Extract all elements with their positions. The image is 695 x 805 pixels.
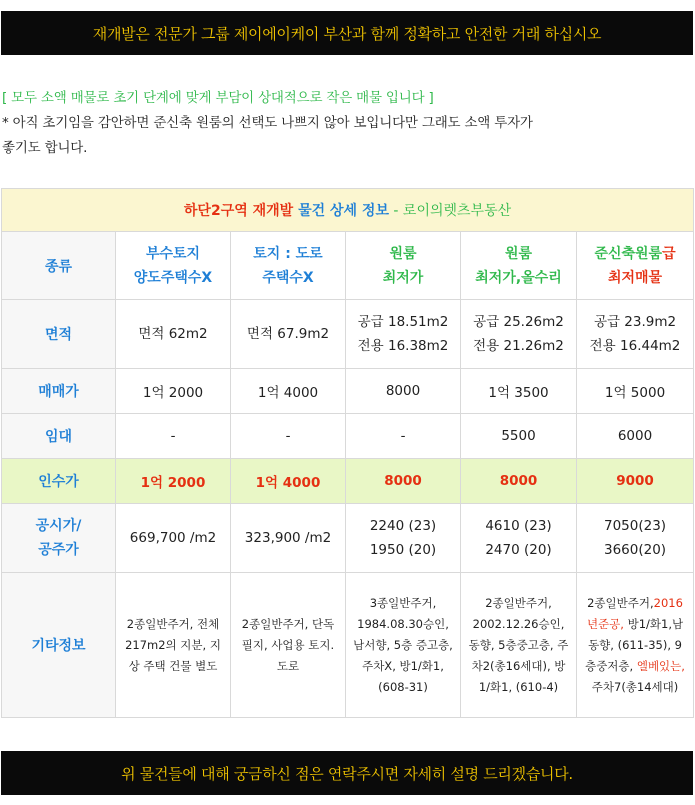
price-col3: 8000: [346, 369, 461, 414]
row-price: [2, 369, 694, 414]
header-col4: 원룸 최저가,올수리: [461, 232, 577, 300]
intro-note-line2: 좋기도 합니다.: [2, 140, 88, 156]
area-col4: 공급 25.26m2 전용 21.26m2: [461, 300, 577, 369]
takeover-col4: 8000: [461, 459, 577, 504]
header-col5: 준신축원룸급 최저매물: [577, 232, 694, 300]
top-banner: [1, 11, 693, 55]
lease-col4: 5500: [461, 414, 577, 459]
table-title: [2, 189, 694, 232]
intro-text: [2, 86, 662, 161]
area-col5: 공급 23.9m2 전용 16.44m2: [577, 300, 694, 369]
takeover-col5: 9000: [577, 459, 694, 504]
takeover-col2: 1억 4000: [231, 459, 346, 504]
price-col4: 1억 3500: [461, 369, 577, 414]
lease-col1: -: [116, 414, 231, 459]
etc-col3: 3종일반주거, 1984.08.30승인, 남서향, 5층 증고층, 주차X, 방1/화1, (608-31): [346, 573, 461, 718]
takeover-col1: 1억 2000: [116, 459, 231, 504]
label-lease: 임대: [2, 414, 116, 459]
label-etc: 기타정보: [2, 573, 116, 718]
label-price: 매매가: [2, 369, 116, 414]
lease-col2: -: [231, 414, 346, 459]
etc-col5: 2종일반주거,2016년준공, 방1/화1,남동향, (611-35), 9층중저층, 엘베있는, 주차7(총14세대): [577, 573, 694, 718]
header-col3: 원룸 최저가: [346, 232, 461, 300]
takeover-col3: 8000: [346, 459, 461, 504]
title-detail: 물건 상세 정보: [298, 203, 389, 219]
row-takeover: [2, 459, 694, 504]
bottom-banner-text: 위 물건들에 대해 궁금하신 점은 연락주시면 자세히 설명 드리겠습니다.: [121, 764, 573, 783]
row-lease: [2, 414, 694, 459]
label-area: 면적: [2, 300, 116, 369]
title-area: 하단2구역 재개발: [183, 203, 294, 219]
top-banner-text: 재개발은 전문가 그룹 제이에이케이 부산과 함께 정확하고 안전한 거래 하십시오: [92, 24, 602, 43]
area-col1: 면적 62m2: [116, 300, 231, 369]
official-col3: 2240 (23) 1950 (20): [346, 504, 461, 573]
etc-col2: 2종일반주거, 단독필지, 사업용 토지. 도로: [231, 573, 346, 718]
bottom-banner: [1, 751, 693, 795]
price-col1: 1억 2000: [116, 369, 231, 414]
official-col5: 7050(23) 3660(20): [577, 504, 694, 573]
header-col1: 부수토지 양도주택수X: [116, 232, 231, 300]
header-col2: 토지 : 도로 주택수X: [231, 232, 346, 300]
lease-col5: 6000: [577, 414, 694, 459]
official-col2: 323,900 /m2: [231, 504, 346, 573]
label-official: 공시가/ 공주가: [2, 504, 116, 573]
intro-note-line1: * 아직 초기임을 감안하면 준신축 원룸의 선택도 나쁘지 않아 보입니다만 그래도 소액 투자가: [2, 115, 533, 131]
row-official: [2, 504, 694, 573]
title-agency: - 로이의렛츠부동산: [388, 203, 512, 219]
official-col4: 4610 (23) 2470 (20): [461, 504, 577, 573]
etc-col1: 2종일반주거, 전체 217m2의 지분, 지상 주택 건물 별도: [116, 573, 231, 718]
price-col5: 1억 5000: [577, 369, 694, 414]
area-col2: 면적 67.9m2: [231, 300, 346, 369]
etc-col4: 2종일반주거, 2002.12.26승인, 동향, 5층중고층, 주차2(총16세대), 방1/화1, (610-4): [461, 573, 577, 718]
row-type: [2, 232, 694, 300]
area-col3: 공급 18.51m2 전용 16.38m2: [346, 300, 461, 369]
property-table: [1, 188, 694, 718]
label-takeover: 인수가: [2, 459, 116, 504]
official-col1: 669,700 /m2: [116, 504, 231, 573]
label-type: 종류: [2, 232, 116, 300]
price-col2: 1억 4000: [231, 369, 346, 414]
row-area: [2, 300, 694, 369]
lease-col3: -: [346, 414, 461, 459]
row-etc: [2, 573, 694, 718]
intro-summary: [ 모두 소액 매물로 초기 단계에 맞게 부담이 상대적으로 작은 매물 입니다 ]: [2, 90, 434, 106]
